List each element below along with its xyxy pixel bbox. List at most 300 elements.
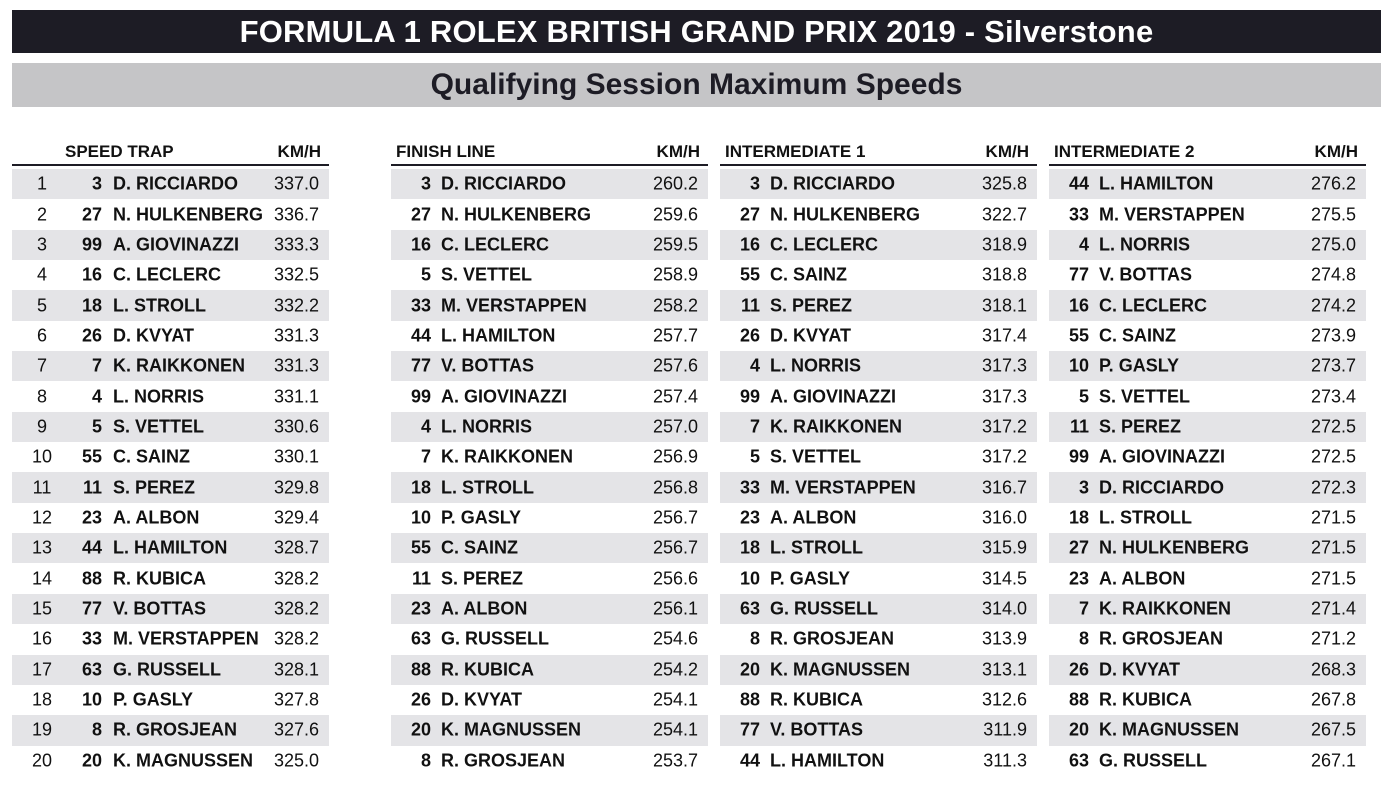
speed-table-intermediate-2 xyxy=(1049,140,1366,776)
table-row xyxy=(720,381,1037,411)
speed-table-finish-line xyxy=(391,140,708,776)
table-row xyxy=(391,321,708,351)
speed-cell: 256.7 xyxy=(652,507,698,528)
driver-name-cell: C. SAINZ xyxy=(113,446,191,467)
driver-name-cell: P. GASLY xyxy=(113,689,194,710)
speed-cell: 272.5 xyxy=(1310,416,1356,437)
driver-name-cell: S. VETTEL xyxy=(1099,386,1191,407)
driver-name-cell: A. ALBON xyxy=(770,507,857,528)
speed-cell: 253.7 xyxy=(652,750,698,771)
speed-cell: 317.2 xyxy=(981,446,1027,467)
speed-cell: 316.7 xyxy=(981,477,1027,498)
driver-name-cell: A. GIOVINAZZI xyxy=(1099,446,1225,467)
position-cell: 7 xyxy=(36,355,47,376)
table-body xyxy=(391,169,708,776)
table-row xyxy=(12,260,329,290)
car-number-cell: 27 xyxy=(81,204,102,225)
speed-cell: 274.2 xyxy=(1310,295,1356,316)
table-row xyxy=(391,199,708,229)
car-number-cell: 18 xyxy=(1068,507,1089,528)
speed-cell: 337.0 xyxy=(273,173,319,194)
car-number-cell: 63 xyxy=(739,598,760,619)
table-row xyxy=(1049,503,1366,533)
speed-cell: 271.4 xyxy=(1310,598,1356,619)
car-number-cell: 26 xyxy=(410,689,431,710)
car-number-cell: 7 xyxy=(91,355,102,376)
car-number-cell: 33 xyxy=(1068,204,1089,225)
speed-cell: 317.2 xyxy=(981,416,1027,437)
driver-name-cell: S. VETTEL xyxy=(770,446,862,467)
driver-name-cell: S. VETTEL xyxy=(441,264,533,285)
driver-name-cell: D. RICCIARDO xyxy=(441,173,566,194)
table-row xyxy=(720,260,1037,290)
driver-name-cell: A. ALBON xyxy=(113,507,200,528)
driver-name-cell: S. PEREZ xyxy=(770,295,853,316)
driver-name-cell: L. STROLL xyxy=(770,537,863,558)
page-subtitle: Qualifying Session Maximum Speeds xyxy=(430,68,963,101)
column-header-unit: KM/H xyxy=(985,142,1029,161)
table-row xyxy=(1049,442,1366,472)
car-number-cell: 5 xyxy=(1078,386,1089,407)
position-cell: 10 xyxy=(32,446,53,467)
table-row xyxy=(12,655,329,685)
table-row xyxy=(391,351,708,381)
table-row xyxy=(391,685,708,715)
speed-cell: 267.8 xyxy=(1310,689,1356,710)
car-number-cell: 3 xyxy=(91,173,102,194)
car-number-cell: 44 xyxy=(81,537,102,558)
speed-cell: 330.1 xyxy=(273,446,319,467)
table-row xyxy=(12,685,329,715)
driver-name-cell: R. GROSJEAN xyxy=(1099,628,1224,649)
car-number-cell: 7 xyxy=(749,416,760,437)
table-row xyxy=(1049,472,1366,502)
table-row xyxy=(720,169,1037,199)
table-row xyxy=(1049,624,1366,654)
car-number-cell: 23 xyxy=(81,507,102,528)
driver-name-cell: G. RUSSELL xyxy=(1099,750,1208,771)
car-number-cell: 20 xyxy=(410,719,431,740)
speed-cell: 260.2 xyxy=(652,173,698,194)
table-row xyxy=(1049,169,1366,199)
car-number-cell: 26 xyxy=(81,325,102,346)
speed-cell: 271.5 xyxy=(1310,568,1356,589)
table-row xyxy=(720,472,1037,502)
speed-cell: 276.2 xyxy=(1310,173,1356,194)
driver-name-cell: S. PEREZ xyxy=(441,568,524,589)
speed-cell: 267.1 xyxy=(1310,750,1356,771)
driver-name-cell: R. GROSJEAN xyxy=(441,750,566,771)
speed-cell: 311.9 xyxy=(983,719,1027,740)
table-row xyxy=(720,685,1037,715)
table-row xyxy=(720,321,1037,351)
car-number-cell: 44 xyxy=(410,325,431,346)
speed-cell: 272.5 xyxy=(1310,446,1356,467)
car-number-cell: 10 xyxy=(1068,355,1089,376)
car-number-cell: 10 xyxy=(739,568,760,589)
position-cell: 16 xyxy=(32,628,53,649)
car-number-cell: 55 xyxy=(1068,325,1089,346)
speed-cell: 336.7 xyxy=(273,204,319,225)
position-cell: 2 xyxy=(36,204,47,225)
table-row xyxy=(1049,715,1366,745)
driver-name-cell: K. MAGNUSSEN xyxy=(1099,719,1240,740)
speed-cell: 257.6 xyxy=(652,355,698,376)
table-row xyxy=(12,472,329,502)
table-row xyxy=(720,290,1037,320)
position-cell: 14 xyxy=(32,568,53,589)
table-header xyxy=(12,140,329,166)
driver-name-cell: V. BOTTAS xyxy=(113,598,207,619)
driver-name-cell: N. HULKENBERG xyxy=(113,204,264,225)
table-row xyxy=(1049,533,1366,563)
table-row xyxy=(12,290,329,320)
position-cell: 11 xyxy=(32,477,52,498)
driver-name-cell: L. STROLL xyxy=(113,295,206,316)
driver-name-cell: C. LECLERC xyxy=(441,234,549,255)
table-row xyxy=(720,624,1037,654)
driver-name-cell: P. GASLY xyxy=(770,568,851,589)
car-number-cell: 16 xyxy=(739,234,760,255)
table-row xyxy=(720,351,1037,381)
driver-name-cell: P. GASLY xyxy=(441,507,522,528)
car-number-cell: 10 xyxy=(81,689,102,710)
car-number-cell: 4 xyxy=(1078,234,1089,255)
speed-cell: 328.1 xyxy=(273,659,319,680)
driver-name-cell: L. NORRIS xyxy=(770,355,862,376)
speed-cell: 318.8 xyxy=(981,264,1027,285)
car-number-cell: 55 xyxy=(739,264,760,285)
car-number-cell: 44 xyxy=(739,750,760,771)
driver-name-cell: L. HAMILTON xyxy=(113,537,228,558)
driver-name-cell: K. MAGNUSSEN xyxy=(441,719,582,740)
driver-name-cell: L. STROLL xyxy=(1099,507,1192,528)
car-number-cell: 8 xyxy=(420,750,431,771)
driver-name-cell: D. KVYAT xyxy=(1099,659,1181,680)
speed-cell: 314.0 xyxy=(981,598,1027,619)
driver-name-cell: D. KVYAT xyxy=(770,325,852,346)
table-row xyxy=(1049,230,1366,260)
speed-cell: 258.9 xyxy=(652,264,698,285)
speed-cell: 328.2 xyxy=(273,628,319,649)
car-number-cell: 23 xyxy=(410,598,431,619)
speed-cell: 275.0 xyxy=(1310,234,1356,255)
table-row xyxy=(12,533,329,563)
car-number-cell: 7 xyxy=(420,446,431,467)
driver-name-cell: D. KVYAT xyxy=(113,325,195,346)
driver-name-cell: N. HULKENBERG xyxy=(1099,537,1250,558)
table-row xyxy=(391,412,708,442)
table-row xyxy=(391,260,708,290)
driver-name-cell: A. GIOVINAZZI xyxy=(113,234,239,255)
car-number-cell: 20 xyxy=(1068,719,1089,740)
speed-cell: 256.6 xyxy=(652,568,698,589)
driver-name-cell: L. HAMILTON xyxy=(441,325,556,346)
driver-name-cell: G. RUSSELL xyxy=(770,598,879,619)
driver-name-cell: C. SAINZ xyxy=(1099,325,1177,346)
position-cell: 6 xyxy=(36,325,47,346)
driver-name-cell: K. MAGNUSSEN xyxy=(113,750,254,771)
table-row xyxy=(12,199,329,229)
car-number-cell: 88 xyxy=(739,689,760,710)
table-row xyxy=(1049,199,1366,229)
position-cell: 15 xyxy=(32,598,53,619)
table-row xyxy=(12,715,329,745)
car-number-cell: 8 xyxy=(749,628,760,649)
car-number-cell: 77 xyxy=(410,355,431,376)
car-number-cell: 27 xyxy=(739,204,760,225)
speed-cell: 313.9 xyxy=(981,628,1027,649)
driver-name-cell: L. NORRIS xyxy=(1099,234,1191,255)
car-number-cell: 44 xyxy=(1068,173,1089,194)
speed-cell: 318.9 xyxy=(981,234,1027,255)
driver-name-cell: A. GIOVINAZZI xyxy=(770,386,896,407)
speed-cell: 256.1 xyxy=(652,598,698,619)
table-row xyxy=(12,563,329,593)
speed-cell: 254.1 xyxy=(652,689,698,710)
speed-cell: 330.6 xyxy=(273,416,319,437)
position-cell: 3 xyxy=(36,234,47,255)
position-cell: 12 xyxy=(32,507,53,528)
driver-name-cell: L. HAMILTON xyxy=(770,750,885,771)
column-header-section: INTERMEDIATE 1 xyxy=(725,142,866,161)
table-row xyxy=(391,746,708,776)
table-row xyxy=(1049,260,1366,290)
driver-name-cell: R. KUBICA xyxy=(441,659,534,680)
speed-cell: 275.5 xyxy=(1310,204,1356,225)
car-number-cell: 99 xyxy=(739,386,760,407)
speed-cell: 316.0 xyxy=(981,507,1027,528)
driver-name-cell: V. BOTTAS xyxy=(441,355,535,376)
car-number-cell: 5 xyxy=(749,446,760,467)
driver-name-cell: R. KUBICA xyxy=(113,568,206,589)
car-number-cell: 3 xyxy=(749,173,760,194)
table-row xyxy=(12,594,329,624)
car-number-cell: 33 xyxy=(739,477,760,498)
column-header-section: SPEED TRAP xyxy=(65,142,174,161)
speed-cell: 257.4 xyxy=(652,386,698,407)
position-cell: 19 xyxy=(32,719,53,740)
car-number-cell: 5 xyxy=(420,264,431,285)
column-header-section: INTERMEDIATE 2 xyxy=(1054,142,1195,161)
table-row xyxy=(391,472,708,502)
driver-name-cell: V. BOTTAS xyxy=(1099,264,1193,285)
driver-name-cell: C. SAINZ xyxy=(441,537,519,558)
car-number-cell: 63 xyxy=(1068,750,1089,771)
driver-name-cell: S. PEREZ xyxy=(1099,416,1182,437)
car-number-cell: 11 xyxy=(411,568,431,589)
speed-cell: 317.4 xyxy=(981,325,1027,346)
car-number-cell: 16 xyxy=(81,264,102,285)
table-row xyxy=(720,230,1037,260)
speed-cell: 256.9 xyxy=(652,446,698,467)
car-number-cell: 11 xyxy=(740,295,760,316)
table-row xyxy=(391,169,708,199)
table-row xyxy=(1049,351,1366,381)
driver-name-cell: L. HAMILTON xyxy=(1099,173,1214,194)
table-row xyxy=(720,594,1037,624)
table-row xyxy=(391,290,708,320)
car-number-cell: 55 xyxy=(410,537,431,558)
table-header xyxy=(391,140,708,166)
driver-name-cell: C. LECLERC xyxy=(113,264,221,285)
table-row xyxy=(391,655,708,685)
driver-name-cell: R. GROSJEAN xyxy=(770,628,895,649)
car-number-cell: 4 xyxy=(420,416,431,437)
car-number-cell: 77 xyxy=(1068,264,1089,285)
driver-name-cell: P. GASLY xyxy=(1099,355,1180,376)
table-row xyxy=(720,412,1037,442)
title-bar xyxy=(12,10,1381,53)
speed-cell: 327.6 xyxy=(273,719,319,740)
table-row xyxy=(720,442,1037,472)
car-number-cell: 26 xyxy=(739,325,760,346)
position-cell: 17 xyxy=(32,659,53,680)
driver-name-cell: R. GROSJEAN xyxy=(113,719,238,740)
speed-cell: 258.2 xyxy=(652,295,698,316)
driver-name-cell: L. STROLL xyxy=(441,477,534,498)
car-number-cell: 23 xyxy=(1068,568,1089,589)
driver-name-cell: G. RUSSELL xyxy=(441,628,550,649)
speed-table-intermediate-1 xyxy=(720,140,1037,776)
speed-cell: 331.3 xyxy=(273,355,319,376)
speed-cell: 256.8 xyxy=(652,477,698,498)
driver-name-cell: N. HULKENBERG xyxy=(441,204,592,225)
table-row xyxy=(1049,412,1366,442)
page-title: FORMULA 1 ROLEX BRITISH GRAND PRIX 2019 - Silverstone xyxy=(239,13,1154,49)
car-number-cell: 23 xyxy=(739,507,760,528)
driver-name-cell: A. ALBON xyxy=(441,598,528,619)
driver-name-cell: L. NORRIS xyxy=(113,386,205,407)
table-row xyxy=(391,715,708,745)
driver-name-cell: M. VERSTAPPEN xyxy=(1099,204,1245,225)
car-number-cell: 20 xyxy=(739,659,760,680)
speed-cell: 333.3 xyxy=(273,234,319,255)
speed-cell: 325.0 xyxy=(273,750,319,771)
table-row xyxy=(1049,290,1366,320)
car-number-cell: 27 xyxy=(1068,537,1089,558)
driver-name-cell: C. LECLERC xyxy=(1099,295,1207,316)
driver-name-cell: K. RAIKKONEN xyxy=(441,446,574,467)
car-number-cell: 88 xyxy=(410,659,431,680)
table-row xyxy=(391,533,708,563)
car-number-cell: 20 xyxy=(81,750,102,771)
speed-cell: 328.2 xyxy=(273,598,319,619)
speed-cell: 318.1 xyxy=(981,295,1027,316)
table-row xyxy=(1049,321,1366,351)
table-row xyxy=(391,594,708,624)
speed-cell: 257.0 xyxy=(652,416,698,437)
table-row xyxy=(391,563,708,593)
car-number-cell: 88 xyxy=(81,568,102,589)
speed-cell: 273.7 xyxy=(1310,355,1356,376)
table-body xyxy=(720,169,1037,776)
speed-cell: 311.3 xyxy=(983,750,1027,771)
speed-cell: 271.2 xyxy=(1310,628,1356,649)
speed-cell: 273.4 xyxy=(1310,386,1356,407)
driver-name-cell: S. PEREZ xyxy=(113,477,196,498)
table-row xyxy=(12,351,329,381)
car-number-cell: 3 xyxy=(1078,477,1089,498)
position-cell: 5 xyxy=(36,295,47,316)
table-row xyxy=(12,412,329,442)
car-number-cell: 55 xyxy=(81,446,102,467)
car-number-cell: 33 xyxy=(410,295,431,316)
table-row xyxy=(720,533,1037,563)
table-row xyxy=(391,381,708,411)
table-row xyxy=(720,715,1037,745)
table-row xyxy=(720,655,1037,685)
speed-cell: 328.7 xyxy=(273,537,319,558)
car-number-cell: 77 xyxy=(739,719,760,740)
car-number-cell: 5 xyxy=(91,416,102,437)
column-header-unit: KM/H xyxy=(656,142,700,161)
driver-name-cell: M. VERSTAPPEN xyxy=(770,477,916,498)
position-cell: 9 xyxy=(36,416,47,437)
driver-name-cell: G. RUSSELL xyxy=(113,659,222,680)
car-number-cell: 18 xyxy=(739,537,760,558)
driver-name-cell: K. MAGNUSSEN xyxy=(770,659,911,680)
table-row xyxy=(1049,594,1366,624)
driver-name-cell: L. NORRIS xyxy=(441,416,533,437)
speed-cell: 331.3 xyxy=(273,325,319,346)
speed-cell: 329.4 xyxy=(273,507,319,528)
speed-cell: 314.5 xyxy=(981,568,1027,589)
table-row xyxy=(1049,746,1366,776)
car-number-cell: 16 xyxy=(410,234,431,255)
speed-cell: 268.3 xyxy=(1310,659,1356,680)
driver-name-cell: V. BOTTAS xyxy=(770,719,864,740)
speed-cell: 332.5 xyxy=(273,264,319,285)
car-number-cell: 11 xyxy=(82,477,102,498)
table-row xyxy=(391,442,708,472)
table-row xyxy=(12,442,329,472)
driver-name-cell: D. RICCIARDO xyxy=(113,173,238,194)
position-cell: 13 xyxy=(32,537,53,558)
table-header xyxy=(1049,140,1366,166)
car-number-cell: 18 xyxy=(81,295,102,316)
driver-name-cell: R. KUBICA xyxy=(770,689,863,710)
speed-cell: 328.2 xyxy=(273,568,319,589)
car-number-cell: 11 xyxy=(1069,416,1089,437)
table-row xyxy=(720,563,1037,593)
subtitle-bar xyxy=(12,63,1381,107)
car-number-cell: 8 xyxy=(1078,628,1089,649)
car-number-cell: 63 xyxy=(410,628,431,649)
car-number-cell: 77 xyxy=(81,598,102,619)
speed-cell: 267.5 xyxy=(1310,719,1356,740)
speed-cell: 315.9 xyxy=(981,537,1027,558)
speed-cell: 254.1 xyxy=(652,719,698,740)
position-cell: 1 xyxy=(36,173,47,194)
driver-name-cell: M. VERSTAPPEN xyxy=(113,628,259,649)
speed-cell: 329.8 xyxy=(273,477,319,498)
car-number-cell: 27 xyxy=(410,204,431,225)
driver-name-cell: C. SAINZ xyxy=(770,264,848,285)
speed-cell: 254.6 xyxy=(652,628,698,649)
driver-name-cell: D. KVYAT xyxy=(441,689,523,710)
table-body xyxy=(1049,169,1366,776)
car-number-cell: 10 xyxy=(410,507,431,528)
car-number-cell: 99 xyxy=(81,234,102,255)
speed-cell: 317.3 xyxy=(981,355,1027,376)
driver-name-cell: C. LECLERC xyxy=(770,234,878,255)
speed-cell: 259.5 xyxy=(652,234,698,255)
table-row xyxy=(1049,685,1366,715)
driver-name-cell: K. RAIKKONEN xyxy=(113,355,246,376)
car-number-cell: 16 xyxy=(1068,295,1089,316)
driver-name-cell: D. RICCIARDO xyxy=(1099,477,1224,498)
